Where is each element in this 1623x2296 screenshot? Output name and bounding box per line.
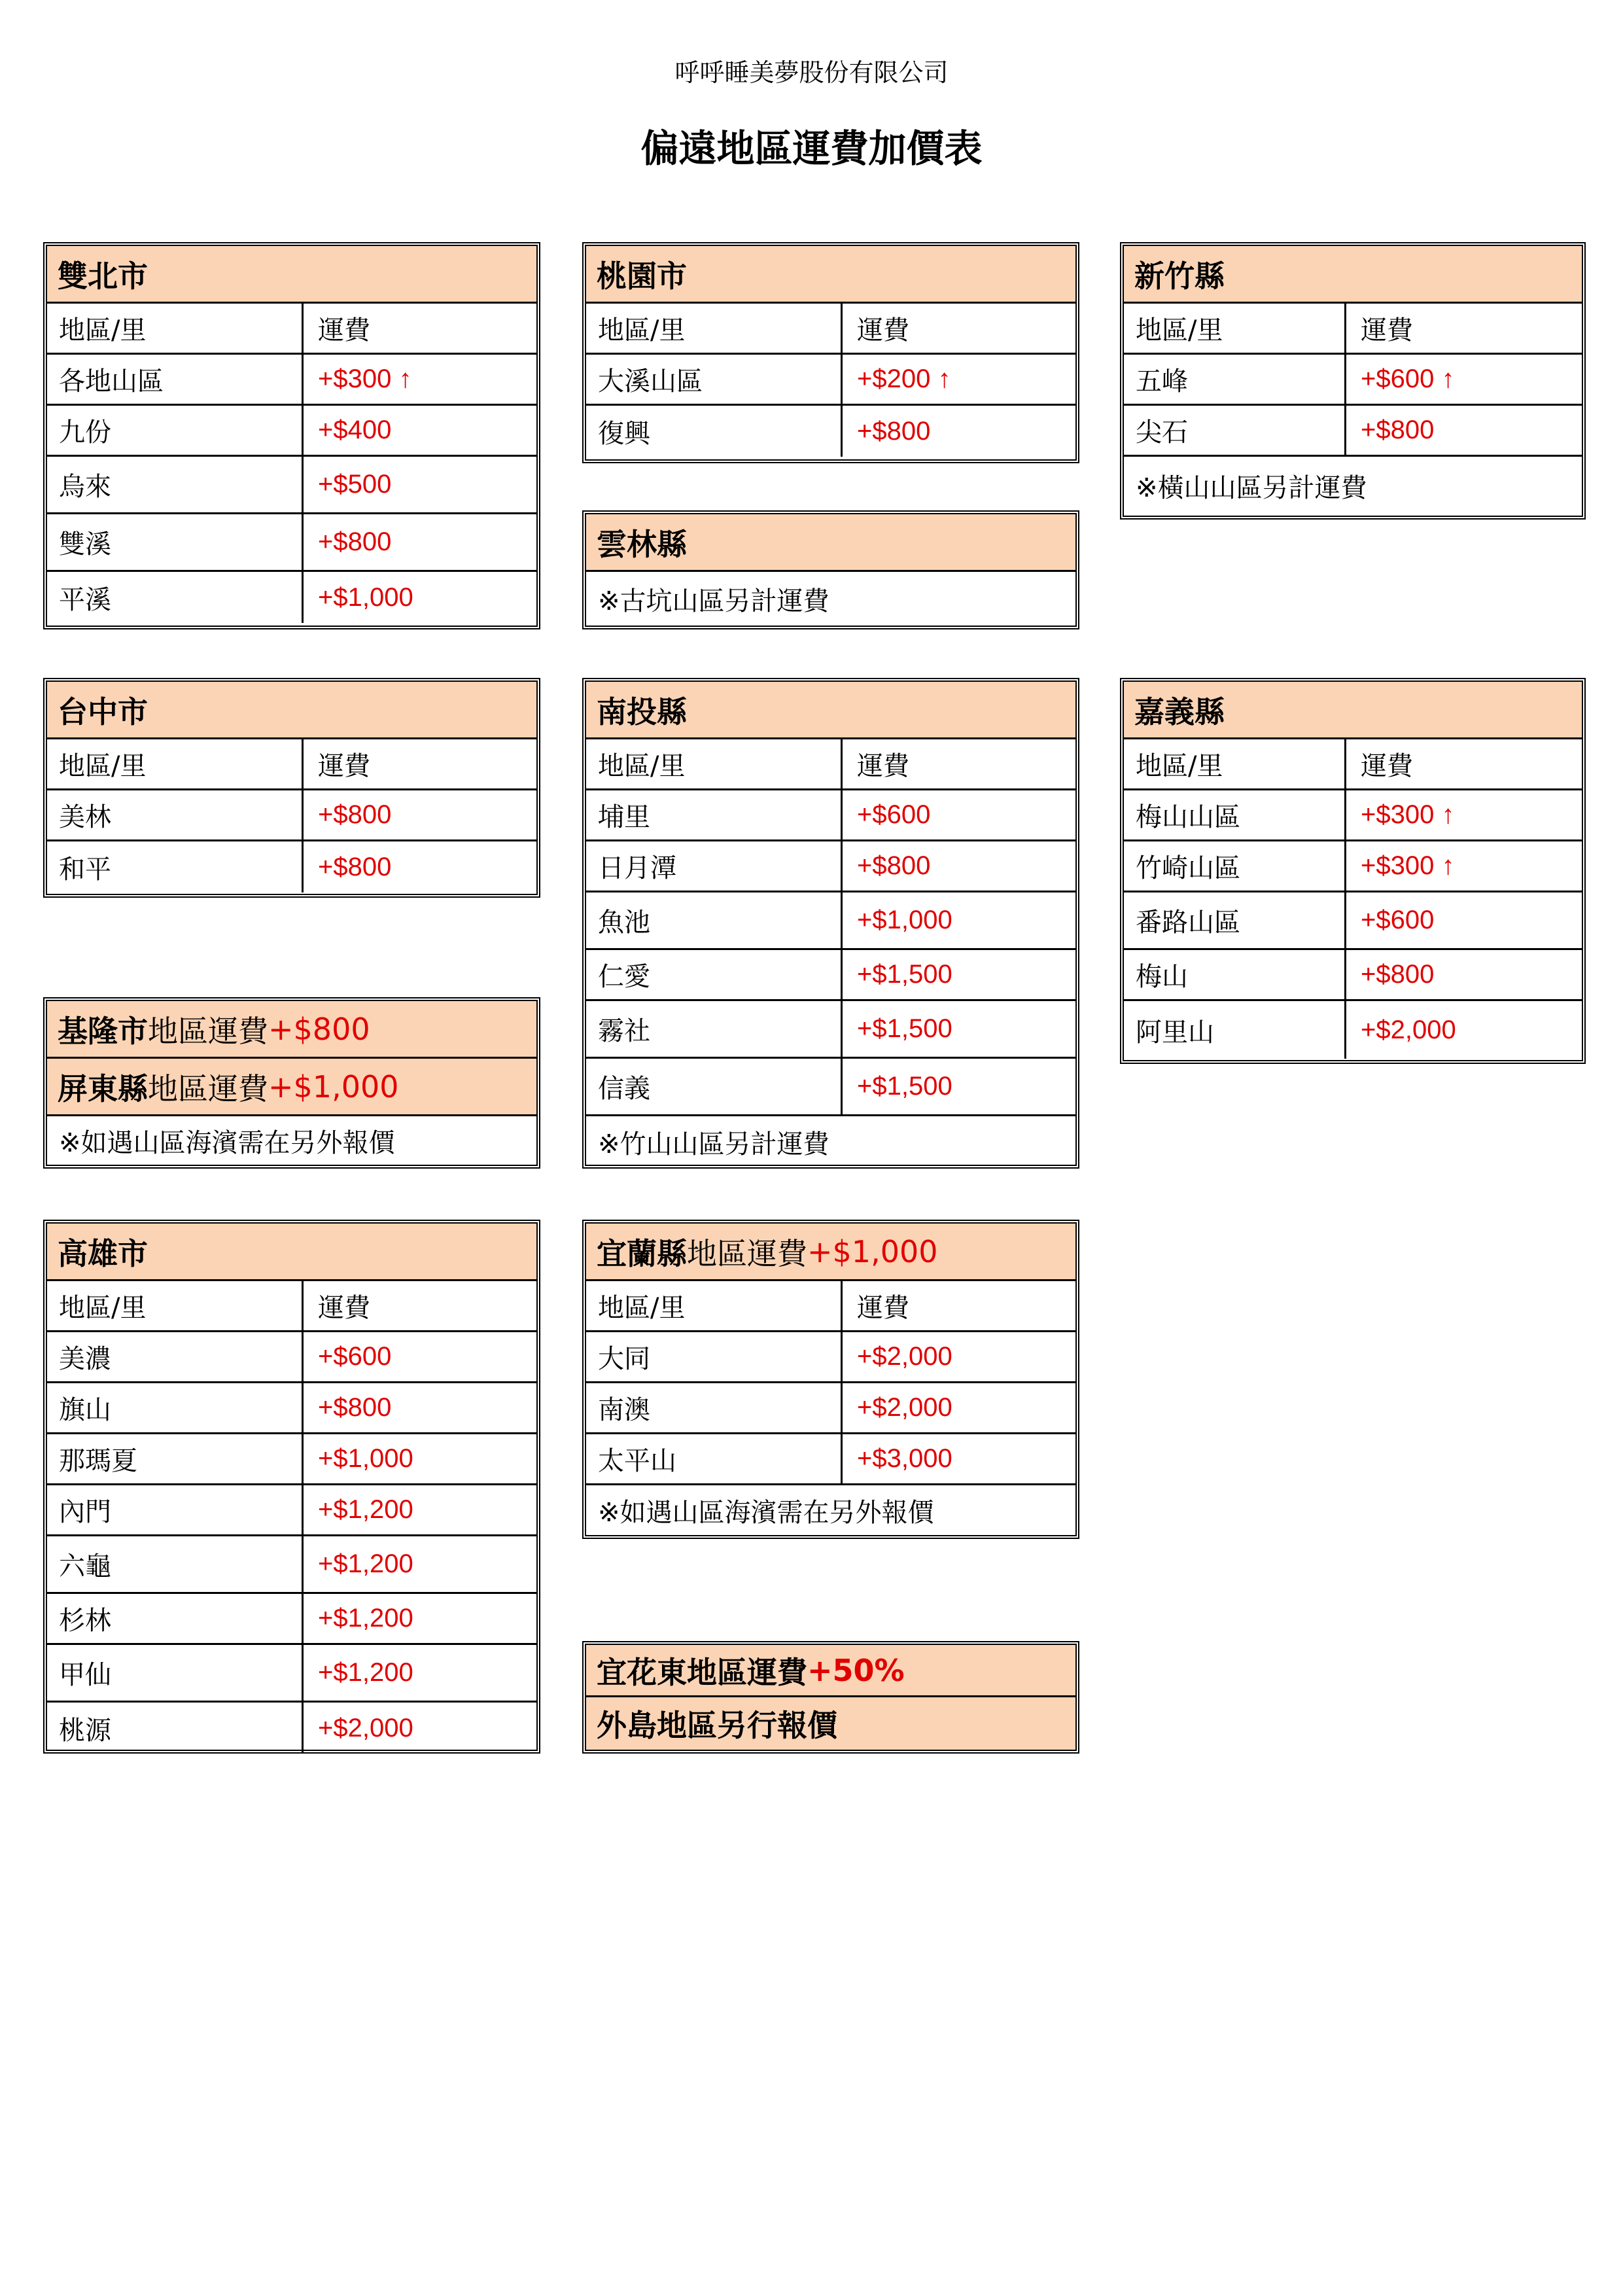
area-cell: 仁愛 (586, 950, 843, 999)
table-row (1124, 406, 1582, 457)
column-header-row (586, 1281, 1075, 1332)
fee-cell: +$300 ↑ (1361, 851, 1455, 880)
card-header (47, 1224, 536, 1281)
table-row (47, 1536, 536, 1594)
column-header-row (47, 739, 536, 790)
area-cell: 五峰 (1124, 355, 1346, 404)
fee-cell: +$200 ↑ (857, 364, 951, 393)
area-cell: 梅山山區 (1124, 790, 1346, 839)
table-row (47, 572, 536, 623)
region-name: 南投縣 (597, 694, 687, 730)
fee-cell: +$1,000 (857, 906, 952, 934)
area-cell: 平溪 (47, 572, 304, 623)
table-row (586, 406, 1075, 457)
card-nantou (582, 678, 1079, 1169)
table-row (47, 1434, 536, 1485)
fee-cell: +$3,000 (857, 1444, 952, 1473)
fee-cell: +$1,000 (318, 582, 413, 612)
fee-cell: +$1,500 (857, 1072, 952, 1101)
col-fee-header: 運費 (857, 315, 909, 345)
fee-cell: +$500 (318, 470, 392, 499)
column-header-row (1124, 739, 1582, 790)
area-cell: 竹崎山區 (1124, 841, 1346, 891)
fee-cell: +$2,000 (857, 1393, 952, 1422)
fee-label: 地區運費 (148, 1013, 268, 1049)
fee-cell: +$800 (318, 800, 392, 829)
area-cell: 六龜 (47, 1536, 304, 1592)
card-yunlin (582, 510, 1079, 629)
table-row (47, 1485, 536, 1536)
region-name: 高雄市 (58, 1235, 148, 1271)
area-cell: 番路山區 (1124, 892, 1346, 948)
area-cell: 那瑪夏 (47, 1434, 304, 1483)
card-header (586, 1224, 1075, 1281)
fee-cell: +$1,000 (318, 1444, 413, 1473)
region-name: 新竹縣 (1134, 258, 1225, 294)
area-cell: 太平山 (586, 1434, 843, 1483)
col-area-header: 地區/里 (586, 739, 843, 788)
fee-cell: +$800 (318, 527, 392, 556)
keelung-row (47, 1001, 536, 1059)
card-east-islands (582, 1641, 1079, 1754)
fee-cell: +$600 (1361, 906, 1435, 934)
fee-cell: +$2,000 (1361, 1015, 1456, 1044)
card-header (1124, 682, 1582, 739)
fee-cell: +$800 (857, 851, 931, 880)
card-shuangbei (43, 242, 540, 629)
table-row (1124, 355, 1582, 406)
table-row (586, 1001, 1075, 1059)
area-cell: 美濃 (47, 1332, 304, 1381)
fee-cell: +$2,000 (857, 1342, 952, 1371)
area-cell: 信義 (586, 1059, 843, 1114)
east-row (586, 1645, 1075, 1697)
table-row (47, 355, 536, 406)
table-row (47, 457, 536, 514)
col-fee-header: 運費 (1361, 751, 1413, 781)
table-row (586, 790, 1075, 841)
card-yilan (582, 1220, 1079, 1539)
fee-cell: +$300 ↑ (318, 364, 412, 393)
area-cell: 甲仙 (47, 1645, 304, 1701)
col-fee-header: 運費 (318, 751, 370, 781)
area-cell: 杉林 (47, 1594, 304, 1643)
col-fee-header: 運費 (318, 315, 370, 345)
fee-cell: +$800 (857, 416, 931, 446)
islands-row (586, 1697, 1075, 1750)
area-cell: 各地山區 (47, 355, 304, 404)
area-cell: 阿里山 (1124, 1001, 1346, 1059)
column-header-row (47, 1281, 536, 1332)
table-row (1124, 1001, 1582, 1059)
area-cell: 大同 (586, 1332, 843, 1381)
table-row (1124, 790, 1582, 841)
fee-cell: +$800 (318, 1393, 392, 1422)
fee-cell: +$1,200 (318, 1658, 413, 1687)
column-header-row (586, 739, 1075, 790)
area-cell: 梅山 (1124, 950, 1346, 999)
note: ※如遇山區海濱需在另外報價 (598, 1497, 934, 1528)
area-cell: 和平 (47, 841, 304, 892)
fee-cell: +$1,200 (318, 1549, 413, 1578)
col-area-header: 地區/里 (586, 1281, 843, 1330)
card-hsinchu (1120, 242, 1586, 520)
table-row (47, 514, 536, 572)
region-name: 宜蘭縣 (597, 1235, 687, 1271)
table-row (47, 841, 536, 892)
east-label: 宜花東地區運費 (597, 1654, 807, 1690)
table-row (47, 1383, 536, 1434)
col-area-header: 地區/里 (47, 304, 304, 353)
table-row (47, 1594, 536, 1645)
region-name: 台中市 (58, 694, 148, 730)
east-fee: +50% (807, 1652, 905, 1688)
table-row (47, 406, 536, 457)
card-header (586, 514, 1075, 572)
table-row (586, 841, 1075, 892)
note: ※竹山山區另計運費 (598, 1129, 829, 1159)
table-row (1124, 841, 1582, 892)
area-cell: 烏來 (47, 457, 304, 512)
fee-cell: +$1,500 (857, 960, 952, 989)
card-kaohsiung (43, 1220, 540, 1754)
area-cell: 埔里 (586, 790, 843, 839)
area-cell: 旗山 (47, 1383, 304, 1432)
column-header-row (586, 304, 1075, 355)
col-fee-header: 運費 (857, 1293, 909, 1323)
card-header (47, 246, 536, 304)
col-area-header: 地區/里 (47, 1281, 304, 1330)
region-name: 嘉義縣 (1134, 694, 1225, 730)
table-row (1124, 950, 1582, 1001)
table-row (586, 1059, 1075, 1116)
table-row (47, 1645, 536, 1703)
col-fee-header: 運費 (857, 751, 909, 781)
column-header-row (47, 304, 536, 355)
card-taichung (43, 678, 540, 898)
col-area-header: 地區/里 (1124, 304, 1346, 353)
table-row (586, 1383, 1075, 1434)
note: ※如遇山區海濱需在另外報價 (59, 1127, 395, 1158)
area-cell: 美林 (47, 790, 304, 839)
area-cell: 雙溪 (47, 514, 304, 570)
fee-cell: +$400 (318, 415, 392, 444)
fee-cell: +$600 ↑ (1361, 364, 1455, 393)
area-cell: 尖石 (1124, 406, 1346, 455)
fee-value: +$800 (268, 1011, 370, 1047)
col-area-header: 地區/里 (47, 739, 304, 788)
fee-cell: +$800 (318, 852, 392, 881)
region-name: 雙北市 (58, 258, 148, 294)
area-cell: 南澳 (586, 1383, 843, 1432)
fee-cell: +$600 (857, 800, 931, 829)
fee-cell: +$800 (1361, 415, 1435, 444)
card-keelung-pingtung (43, 997, 540, 1169)
company-name: 呼呼睡美夢股份有限公司 (674, 58, 949, 87)
col-area-header: 地區/里 (1124, 739, 1346, 788)
column-header-row (1124, 304, 1582, 355)
card-header (586, 246, 1075, 304)
note: ※古坑山區另計運費 (598, 586, 829, 616)
fee-label: 地區運費 (148, 1070, 268, 1106)
table-row (1124, 892, 1582, 950)
pingtung-row (47, 1059, 536, 1116)
area-cell: 桃源 (47, 1703, 304, 1754)
note: ※橫山山區另計運費 (1136, 472, 1367, 503)
col-area-header: 地區/里 (586, 304, 843, 353)
col-fee-header: 運費 (318, 1293, 370, 1323)
area-cell: 大溪山區 (586, 355, 843, 404)
region-name: 屏東縣 (58, 1070, 148, 1106)
table-row (47, 1332, 536, 1383)
fee-cell: +$1,200 (318, 1495, 413, 1524)
table-row (47, 790, 536, 841)
area-cell: 內門 (47, 1485, 304, 1534)
fee-value: +$1,000 (807, 1233, 938, 1269)
card-header (47, 682, 536, 739)
page-title: 偏遠地區運費加價表 (640, 126, 983, 171)
region-name: 桃園市 (597, 258, 687, 294)
fee-cell: +$2,000 (318, 1713, 413, 1742)
col-fee-header: 運費 (1361, 315, 1413, 345)
area-cell: 霧社 (586, 1001, 843, 1057)
table-row (586, 1332, 1075, 1383)
region-name: 基隆市 (58, 1013, 148, 1049)
fee-value: +$1,000 (268, 1069, 399, 1104)
area-cell: 九份 (47, 406, 304, 455)
fee-cell: +$1,200 (318, 1604, 413, 1633)
card-header (1124, 246, 1582, 304)
table-row (586, 892, 1075, 950)
islands-label: 外島地區另行報價 (597, 1708, 837, 1743)
card-taoyuan (582, 242, 1079, 463)
card-chiayi (1120, 678, 1586, 1064)
table-row (586, 355, 1075, 406)
area-cell: 復興 (586, 406, 843, 457)
region-name: 雲林縣 (597, 526, 687, 562)
fee-cell: +$800 (1361, 960, 1435, 989)
fee-cell: +$1,500 (857, 1014, 952, 1043)
table-row (47, 1703, 536, 1754)
table-row (586, 950, 1075, 1001)
card-header (586, 682, 1075, 739)
fee-cell: +$300 ↑ (1361, 800, 1455, 829)
area-cell: 魚池 (586, 892, 843, 948)
fee-cell: +$600 (318, 1342, 392, 1371)
table-row (586, 1434, 1075, 1485)
fee-label: 地區運費 (687, 1235, 807, 1271)
area-cell: 日月潭 (586, 841, 843, 891)
